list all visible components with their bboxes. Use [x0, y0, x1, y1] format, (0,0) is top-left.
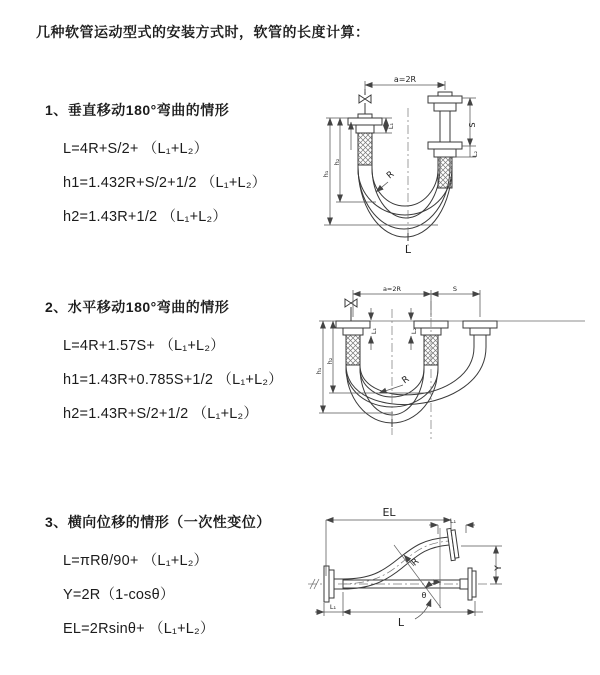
diagram-vertical-movement-180-bend [318, 70, 590, 258]
dim-label-a2r: a=2R [393, 75, 417, 84]
dim-label-h1: h₁ [322, 170, 330, 178]
length-label: L [397, 616, 405, 629]
section-horizontal-movement [45, 297, 283, 436]
dim-label-l2: L₂ [471, 150, 479, 158]
dim-label-l1-bottom: L₁ [329, 603, 337, 611]
section-vertical-movement [45, 100, 266, 239]
hose-curves [346, 347, 486, 423]
dim-label-el: EL [382, 506, 396, 519]
formula-line: L=4R+S/2+ （L₁+L₂） [63, 141, 209, 157]
dim-label-l1: L₁ [387, 122, 395, 130]
hose-s-curve [338, 537, 449, 589]
dim-label-l1-top: L₁ [449, 517, 457, 525]
dim-label-h1: h₁ [315, 367, 323, 375]
dim-label-s: S [452, 285, 458, 293]
dim-label-h2: h₂ [326, 357, 334, 365]
section-lateral-displacement [45, 512, 271, 651]
upper-right-flange [447, 528, 459, 561]
left-fitting [336, 321, 370, 365]
section-heading: 1、垂直移动180°弯曲的情形 [45, 102, 230, 118]
formula-line: h2=1.43R+1/2 （L₁+L₂） [63, 209, 228, 225]
dim-label-h2: h₂ [333, 158, 341, 166]
dimension-lines [315, 520, 502, 616]
formula-line: Y=2R（1-cosθ） [63, 587, 175, 603]
valve-icon [345, 299, 357, 321]
angle-construction [394, 528, 441, 619]
dim-label-s: S [468, 122, 477, 128]
left-fitting [348, 114, 382, 165]
radius-label: R [409, 556, 422, 569]
formula-line: EL=2Rsinθ+ （L₁+L₂） [63, 621, 215, 637]
dim-label-y: Y [494, 565, 504, 571]
radius-label: R [400, 374, 412, 387]
radius-label: R [385, 169, 397, 182]
formula-line: h2=1.43R+S/2+1/2 （L₁+L₂） [63, 406, 259, 422]
length-label: L [404, 243, 412, 256]
angle-label: θ [421, 591, 427, 600]
section-heading: 3、横向位移的情形（一次性变位） [45, 514, 271, 530]
formula-line: h1=1.432R+S/2+1/2 （L₁+L₂） [63, 175, 267, 191]
right-fitting [463, 321, 497, 347]
section-heading: 2、水平移动180°弯曲的情形 [45, 299, 230, 315]
dim-label-a2r: a=2R [382, 285, 402, 293]
right-upper-fitting [428, 92, 462, 142]
dim-label-l2: L₂ [410, 327, 418, 335]
right-flange [460, 568, 476, 600]
dim-label-l1: L₁ [370, 327, 378, 335]
formula-line: h1=1.43R+0.785S+1/2 （L₁+L₂） [63, 372, 283, 388]
formula-line: L=4R+1.57S+ （L₁+L₂） [63, 338, 225, 354]
page-title: 几种软管运动型式的安装方式时，软管的长度计算： [36, 24, 370, 40]
diagram-horizontal-movement-180-bend [313, 283, 598, 451]
diagram-lateral-displacement [298, 500, 600, 662]
formula-line: L=πRθ/90+ （L₁+L₂） [63, 553, 209, 569]
right-lower-fitting [428, 142, 462, 188]
